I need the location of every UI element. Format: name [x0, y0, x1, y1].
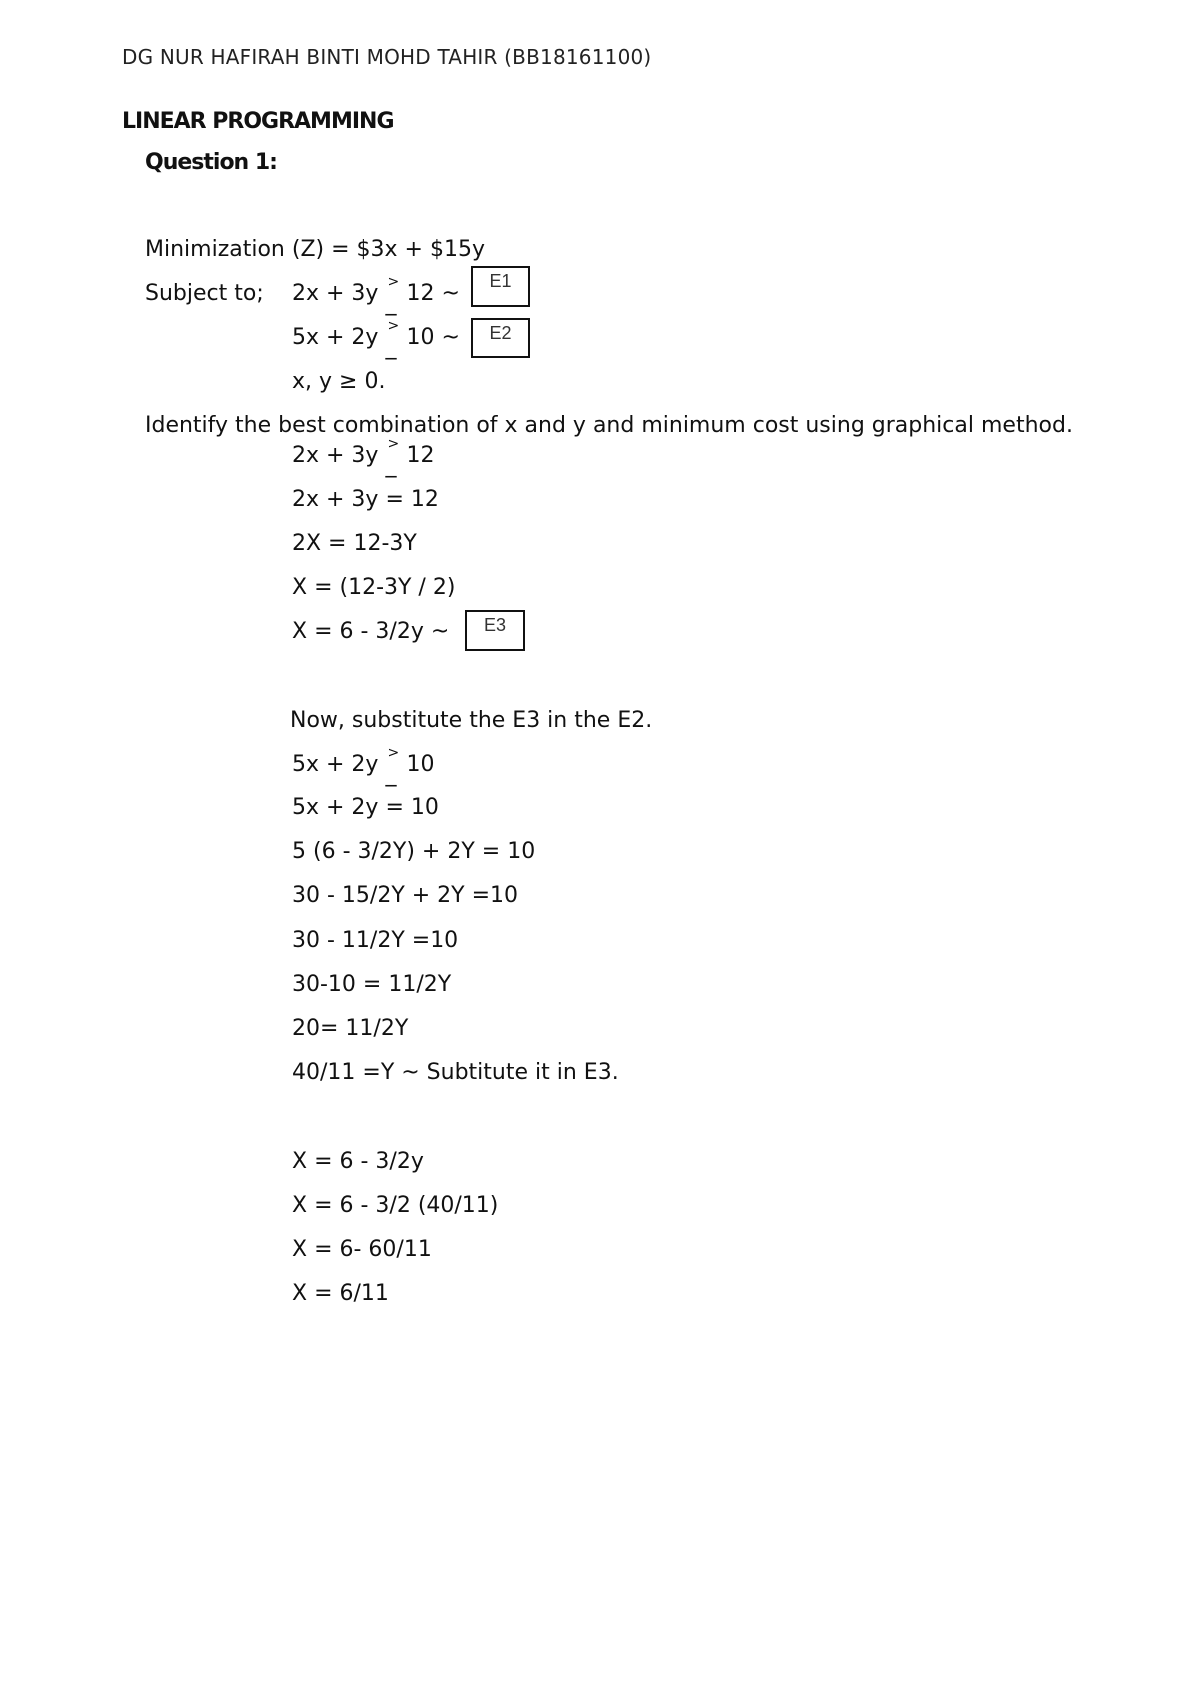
solution-line: X = 6 - 3/2y ~ — [292, 619, 450, 644]
geq-symbol: > _ — [385, 436, 400, 478]
solution-line: 5x + 2y = 10 — [292, 795, 439, 820]
solution-line: 2x + 3y = 12 — [292, 487, 439, 512]
constraint-tag-e2: E2 — [471, 318, 530, 358]
solution-line: 30-10 = 11/2Y — [292, 972, 452, 997]
non-negativity: x, y ≥ 0. — [292, 369, 386, 394]
solution-line: 40/11 =Y ~ Subtitute it in E3. — [292, 1060, 619, 1085]
geq-symbol: > _ — [385, 318, 400, 360]
solution-line: X = 6/11 — [292, 1281, 389, 1306]
objective-function: Minimization (Z) = $3x + $15y — [145, 237, 485, 262]
solution-line: X = 6 - 3/2 (40/11) — [292, 1193, 499, 1218]
solution-line: 30 - 11/2Y =10 — [292, 928, 459, 953]
solution-line: 5 (6 - 3/2Y) + 2Y = 10 — [292, 839, 536, 864]
geq-symbol: > _ — [385, 745, 400, 787]
constraint-1-right: 12 ~ — [406, 281, 460, 306]
constraint-2-right: 10 ~ — [406, 325, 460, 350]
substitution-intro: Now, substitute the E3 in the E2. — [290, 708, 653, 733]
author-header: DG NUR HAFIRAH BINTI MOHD TAHIR (BB18161100) — [122, 45, 652, 69]
task-statement: Identify the best combination of x and y and minimum cost using graphical method. — [145, 413, 1073, 438]
solution-line: 2x + 3y > _ 12 — [292, 436, 435, 478]
constraint-1-left: 2x + 3y — [292, 281, 379, 306]
equation-tag-e3: E3 — [465, 610, 525, 651]
question-heading: Question 1: — [145, 150, 277, 175]
solution-line: 30 - 15/2Y + 2Y =10 — [292, 883, 519, 908]
solution-line: X = 6 - 3/2y — [292, 1149, 424, 1174]
document-title: LINEAR PROGRAMMING — [122, 109, 394, 134]
constraint-2-left: 5x + 2y — [292, 325, 379, 350]
solution-line: X = 6- 60/11 — [292, 1237, 432, 1262]
solution-line: 5x + 2y > _ 10 — [292, 745, 435, 787]
solution-line: 2X = 12-3Y — [292, 531, 417, 556]
geq-symbol: > _ — [385, 274, 400, 316]
constraint-1 — [292, 274, 460, 316]
solution-line: X = (12-3Y / 2) — [292, 575, 456, 600]
subject-to-label: Subject to; — [145, 281, 264, 306]
constraint-tag-e1: E1 — [471, 266, 530, 307]
constraint-2 — [292, 318, 460, 360]
solution-line: 20= 11/2Y — [292, 1016, 409, 1041]
